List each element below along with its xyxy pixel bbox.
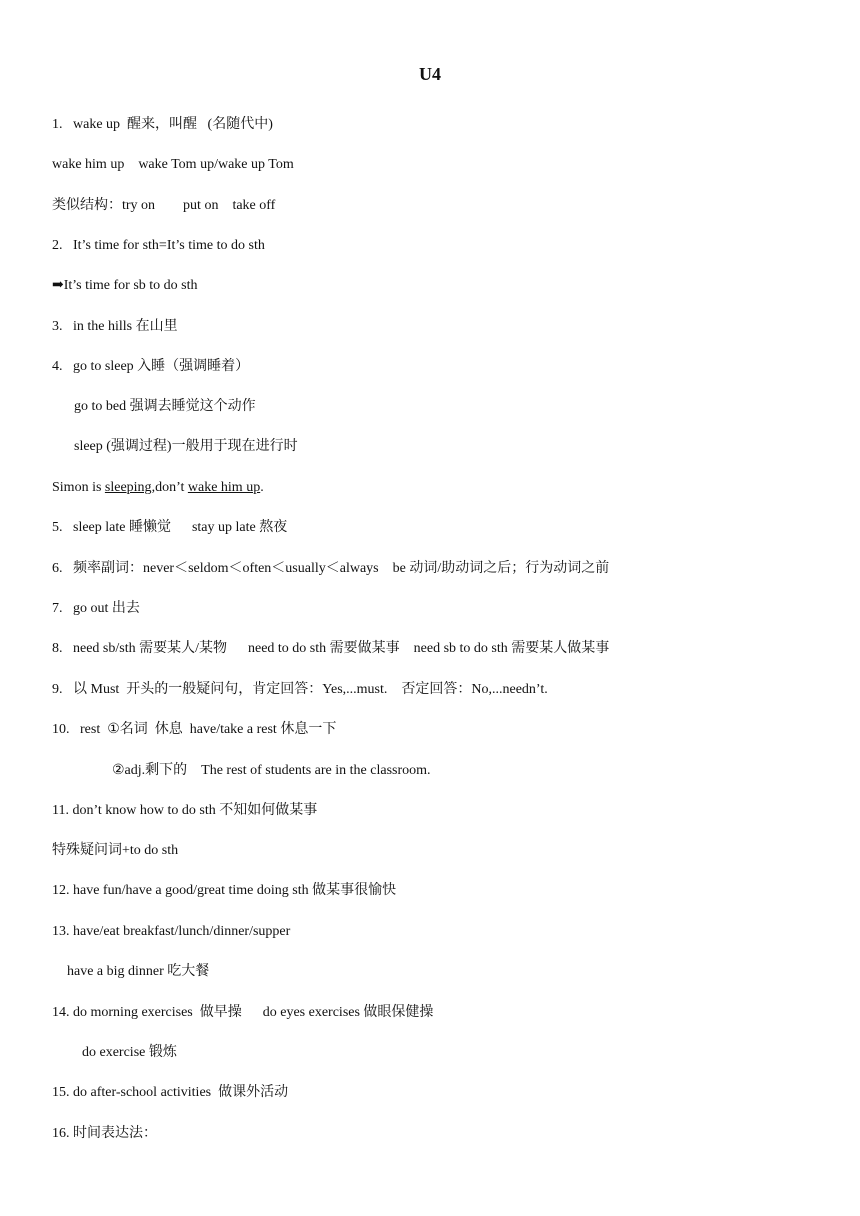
note-line-23: 14. do morning exercises 做早操 do eyes exercises 做眼保健操: [52, 1005, 434, 1020]
example-sentence: [52, 479, 264, 497]
note-line-15: 9. 以 Must 开头的一般疑问句，肯定回答：Yes,...must. 否定回答：No,...needn’t.: [52, 682, 548, 697]
note-line-24: do exercise 锻炼: [82, 1045, 177, 1060]
note-line-26: 16. 时间表达法：: [52, 1126, 157, 1141]
note-line-7: 4. go to sleep 入睡（强调睡着）: [52, 359, 250, 374]
note-line-9: sleep (强调过程)一般用于现在进行时: [74, 439, 298, 454]
note-line-14: 8. need sb/sth 需要某人/某物 need to do sth 需要做某事 need sb to do sth 需要某人做某事: [52, 641, 610, 656]
example-text-end: .: [260, 480, 264, 495]
note-line-21: 13. have/eat breakfast/lunch/dinner/supper: [52, 924, 291, 939]
page-title: U4: [419, 64, 441, 84]
note-line-22: have a big dinner 吃大餐: [67, 964, 210, 979]
note-line-1: 1. wake up 醒来，叫醒 (名随代中): [52, 117, 273, 132]
note-line-25: 15. do after-school activities 做课外活动: [52, 1085, 289, 1100]
note-line-6: 3. in the hills 在山里: [52, 319, 178, 334]
note-line-13: 7. go out 出去: [52, 601, 140, 616]
example-text-mid: ,don’t: [151, 480, 188, 495]
note-line-2: wake him up wake Tom up/wake up Tom: [52, 157, 294, 172]
note-line-12: 6. 频率副词：never＜seldom＜often＜usually＜always be 动词/助动词之后；行为动词之前: [52, 561, 610, 576]
note-line-19: 特殊疑问词+to do sth: [52, 843, 179, 858]
note-line-16: 10. rest ①名词 休息 have/take a rest 休息一下: [52, 722, 337, 737]
note-line-18: 11. don’t know how to do sth 不知如何做某事: [52, 803, 318, 818]
note-line-11: 5. sleep late 睡懒觉 stay up late 熬夜: [52, 520, 288, 535]
note-line-20: 12. have fun/have a good/great time doing sth 做某事很愉快: [52, 883, 397, 898]
underlined-wake-him-up: wake him up: [187, 480, 261, 495]
note-line-3: 类似结构：try on put on take off: [52, 198, 276, 213]
note-line-8: go to bed 强调去睡觉这个动作: [74, 399, 256, 414]
underlined-sleeping: sleeping: [104, 480, 152, 495]
note-line-17: ②adj.剩下的 The rest of students are in the classroom.: [112, 763, 431, 778]
note-line-4: 2. It’s time for sth=It’s time to do sth: [52, 238, 265, 253]
example-text-start: Simon is: [52, 480, 105, 495]
note-line-5: ➡It’s time for sb to do sth: [52, 278, 198, 293]
